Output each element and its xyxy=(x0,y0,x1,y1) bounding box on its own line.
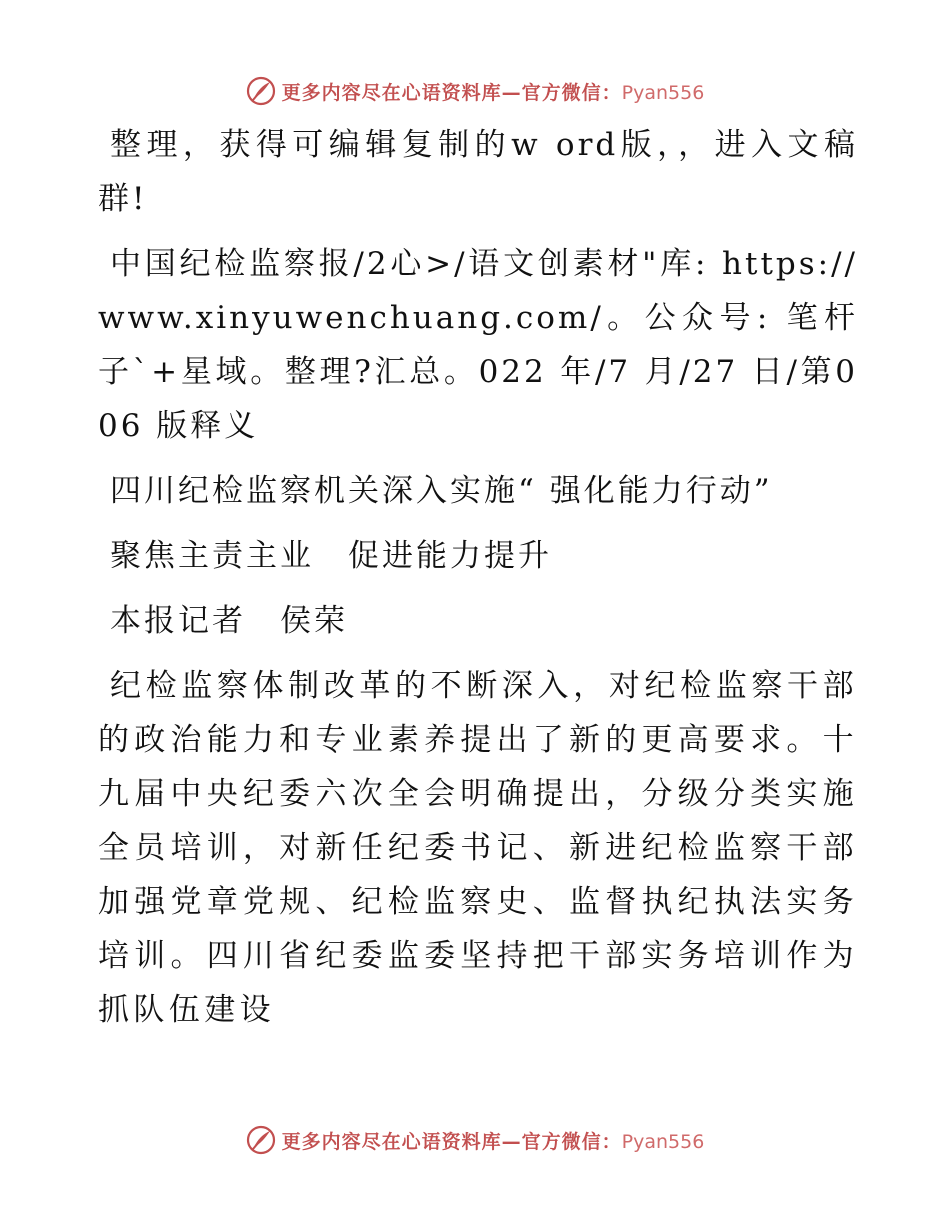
body-paragraph: 纪检监察体制改革的不断深入，对纪检监察干部的政治能力和专业素养提出了新的更高要求。十九届中央纪委六次全会明确提出，分级分类实施全员培训，对新任纪委书记、新进纪检监察干部加强党章党规、纪检监察史、监督执纪执法实务培训。四川省纪委监委坚持把干部实务培训作为抓队伍建设 xyxy=(98,668,858,1028)
headline: 四川纪检监察机关深入实施“ 强化能力行动” xyxy=(110,473,773,509)
source-paragraph: 中国纪检监察报/2心>/语文创素材"库: https://www.xinyuwenchuang.com/。公众号: 笔杆子`+星域。整理?汇总。022 年/7 月/27 日/第006 版释义 xyxy=(98,246,858,444)
feather-pen-logo-icon xyxy=(246,1125,276,1155)
intro-paragraph: 整理，获得可编辑复制的w ord版，，进入文稿群! xyxy=(98,127,858,217)
wechat-id: Pyan556 xyxy=(621,1130,705,1153)
feather-pen-logo-icon xyxy=(246,76,276,106)
footer-banner xyxy=(0,1120,950,1160)
banner-text: 更多内容尽在心语资料库—官方微信：Pyan556 xyxy=(281,81,705,104)
header-banner xyxy=(0,71,950,111)
banner-text: 更多内容尽在心语资料库—官方微信：Pyan556 xyxy=(281,1130,705,1153)
byline: 本报记者 侯荣 xyxy=(110,603,348,639)
wechat-id: Pyan556 xyxy=(621,81,705,104)
subheadline: 聚焦主责主业 促进能力提升 xyxy=(110,538,552,574)
document-body xyxy=(98,118,858,1048)
